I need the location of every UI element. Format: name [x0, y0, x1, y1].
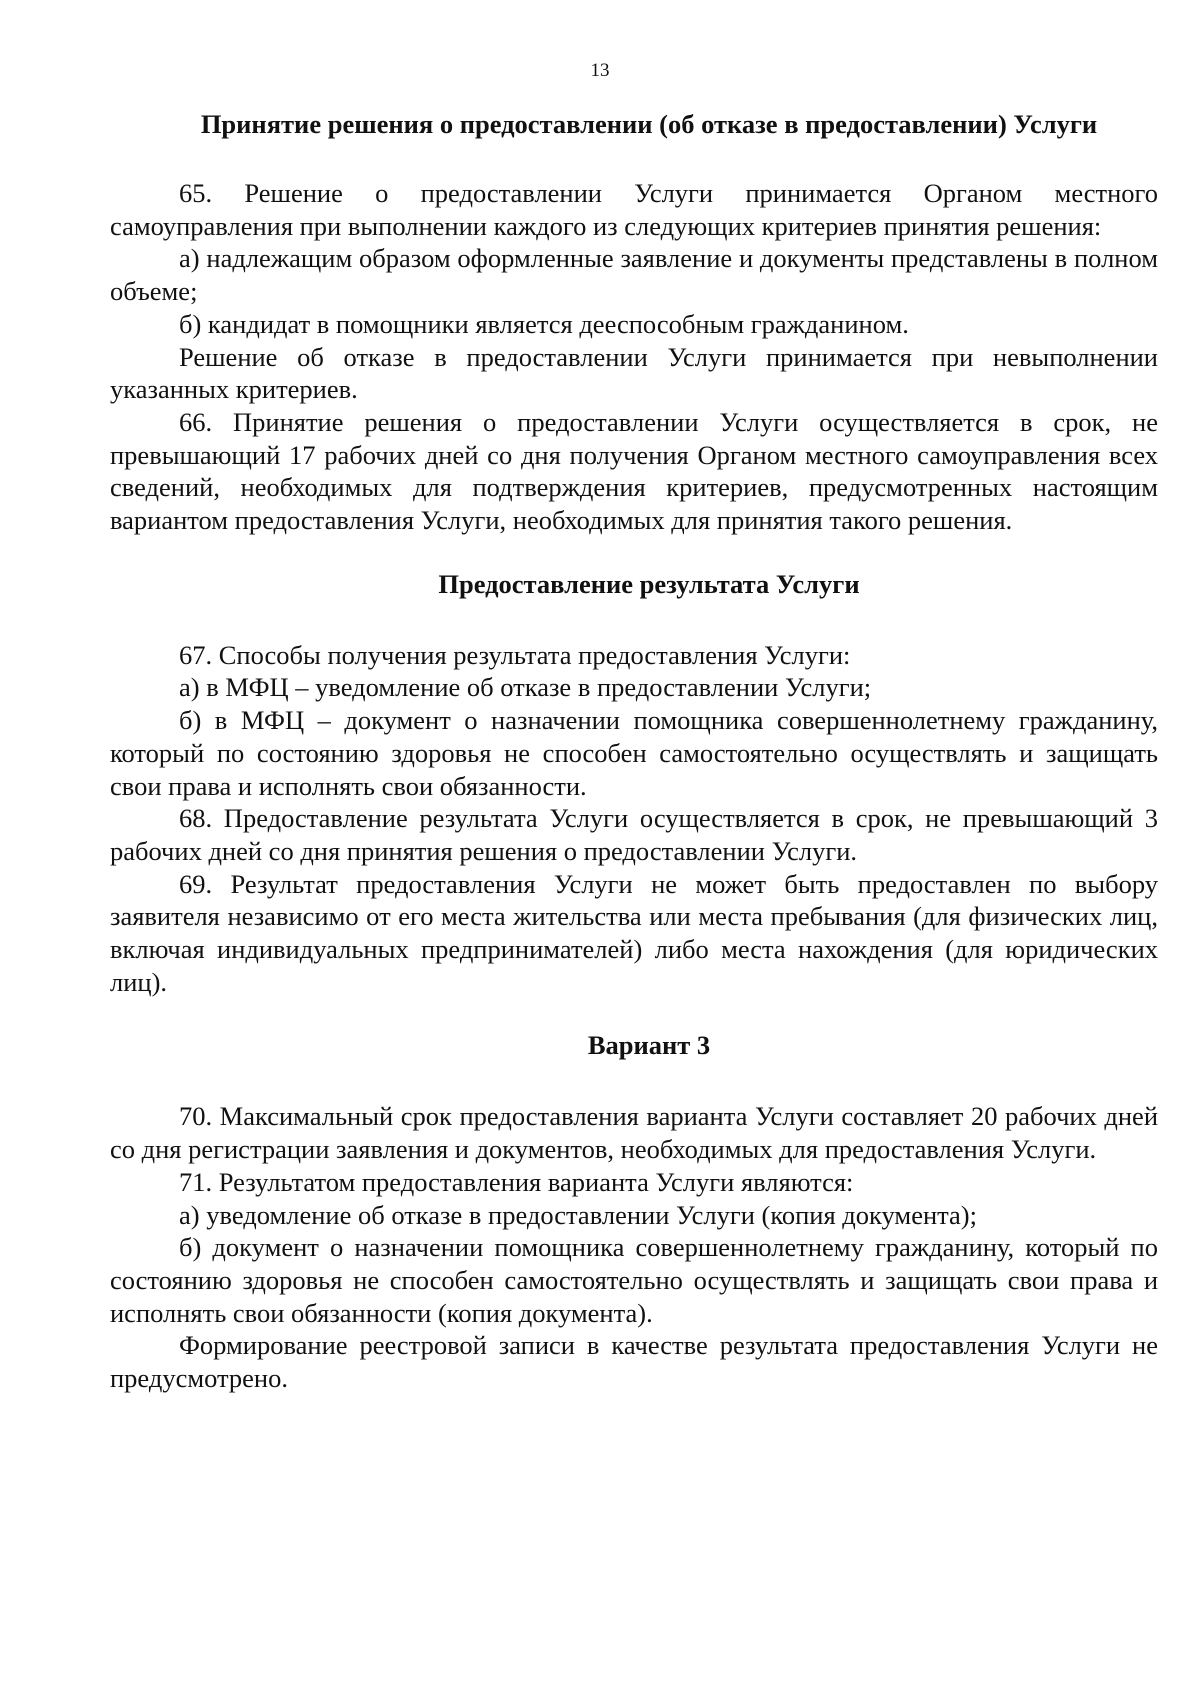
- section-heading-result: Предоставление результата Услуги: [438, 568, 860, 599]
- paragraph-65: 65. Решение о предоставлении Услуги принимается Органом местного самоуправления при выполнении каждого из следующих критериев принятия решения:: [110, 178, 1158, 241]
- paragraph-67: 67. Способы получения результата предоставления Услуги:: [179, 639, 851, 670]
- paragraph-71-a: а) уведомление об отказе в предоставлении Услуги (копия документа);: [179, 1199, 977, 1230]
- paragraph-66: 66. Принятие решения о предоставлении Услуги осуществляется в срок, не превышающий 17 рабочих дней со дня получения Органом местного самоуправления всех сведений, необходимых для подтверждения критериев, предусмотренных настоящим вариантом предоставления Услуги, необходимых для принятия такого решения.: [110, 406, 1158, 536]
- paragraph-registry-note: Формирование реестровой записи в качестве результата предоставления Услуги не предусмотрено.: [110, 1330, 1158, 1394]
- document-body: [110, 108, 1158, 1395]
- paragraph-67-a: а) в МФЦ – уведомление об отказе в предоставлении Услуги;: [179, 672, 872, 703]
- paragraph-68: 68. Предоставление результата Услуги осуществляется в срок, не превышающий 3 рабочих дней со дня принятия решения о предоставлении Услуги.: [110, 803, 1158, 866]
- section-heading-decision: Принятие решения о предоставлении (об отказе в предоставлении) Услуги: [200, 109, 1098, 139]
- page-number: 13: [590, 60, 610, 81]
- paragraph-67-b: б) в МФЦ – документ о назначении помощника совершеннолетнему гражданину, который по состоянию здоровья не способен самостоятельно осуществлять и защищать свои права и исполнять свои обязанности.: [110, 705, 1158, 801]
- paragraph-69: 69. Результат предоставления Услуги не может быть предоставлен по выбору заявителя независимо от его места жительства или места пребывания (для физических лиц, включая индивидуальных предпринимателей) либо места нахождения (для юридических лиц).: [110, 868, 1158, 997]
- paragraph-65-a: а) надлежащим образом оформленные заявление и документы представлены в полном объеме;: [110, 243, 1158, 307]
- paragraph-71-b: б) документ о назначении помощника совершеннолетнему гражданину, который по состоянию здоровья не способен самостоятельно осуществлять и защищать свои права и исполнять свои обязанности (копия документа).: [110, 1232, 1158, 1328]
- paragraph-65-b: б) кандидат в помощники является дееспособным гражданином.: [179, 308, 909, 339]
- paragraph-71: 71. Результатом предоставления варианта Услуги являются:: [179, 1166, 854, 1197]
- paragraph-65-refusal: Решение об отказе в предоставлении Услуги принимается при невыполнении указанных критериев.: [110, 341, 1158, 405]
- section-heading-variant-3: Вариант 3: [587, 1030, 711, 1061]
- paragraph-70: 70. Максимальный срок предоставления варианта Услуги составляет 20 рабочих дней со дня регистрации заявления и документов, необходимых для предоставления Услуги.: [110, 1101, 1158, 1165]
